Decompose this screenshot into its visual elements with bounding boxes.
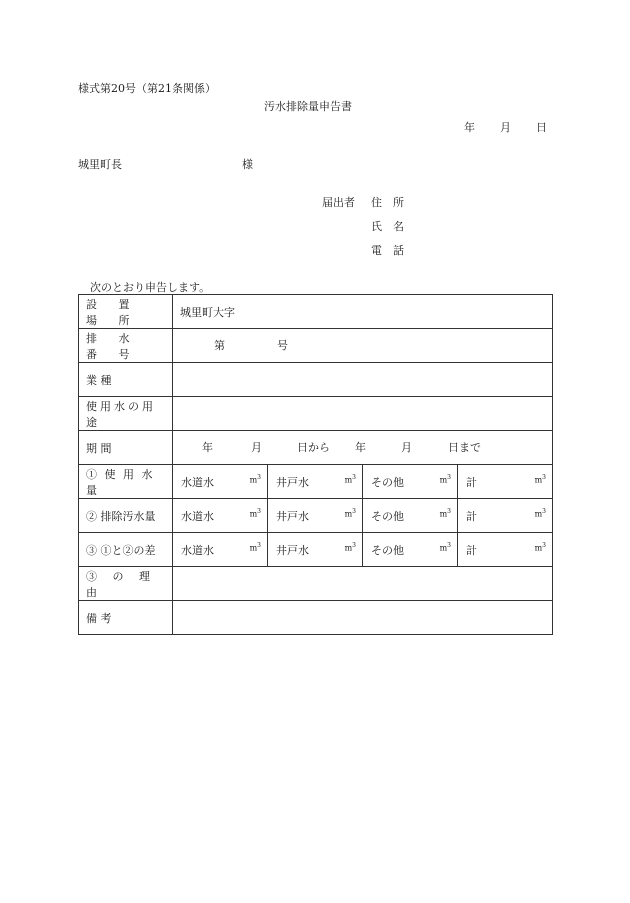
applicant-name-label: 氏 名: [371, 220, 404, 233]
row-sewage: [79, 499, 553, 533]
field-business[interactable]: [173, 363, 553, 397]
period-year2: 年: [355, 441, 366, 454]
field-sewage-other[interactable]: その他 $m^3$: [363, 499, 458, 533]
field-reason[interactable]: [173, 567, 553, 601]
row-usage: [79, 397, 553, 431]
form-number: 様式第20号（第21条関係）: [78, 82, 216, 95]
row-reason: [79, 567, 553, 601]
drain-go: 号: [277, 339, 288, 352]
field-period[interactable]: [173, 431, 553, 465]
row-period: [79, 431, 553, 465]
label-location-text: 設 置 場 所: [86, 297, 139, 327]
field-sewage-tap[interactable]: 水道水 $m^3$: [173, 499, 268, 533]
label-drain-number: 排 水 番 号: [79, 329, 173, 363]
field-difference-total[interactable]: 計 $m^3$: [458, 533, 553, 567]
field-difference-tap[interactable]: 水道水 $m^3$: [173, 533, 268, 567]
field-water-used-well[interactable]: 井戸水 $m^3$: [268, 465, 363, 499]
applicant-label: 届出者: [322, 196, 355, 209]
field-water-used-other[interactable]: その他 $m^3$: [363, 465, 458, 499]
field-water-used-tap[interactable]: 水道水 $m^3$: [173, 465, 268, 499]
field-location[interactable]: 城里町大字: [173, 295, 553, 329]
honorific: 様: [242, 158, 253, 171]
label-usage: 使用水の用途: [79, 397, 173, 431]
document-title: 汚水排除量申告書: [264, 100, 352, 113]
label-period: 期 間: [79, 431, 173, 465]
field-usage[interactable]: [173, 397, 553, 431]
row-difference: [79, 533, 553, 567]
period-until: 日まで: [448, 441, 481, 454]
row-business: [79, 363, 553, 397]
field-drain-number[interactable]: [173, 329, 553, 363]
label-remarks: 備 考: [79, 601, 173, 635]
label-reason: ③ の 理 由: [79, 567, 173, 601]
row-drain-number: [79, 329, 553, 363]
date-year-label: 年: [464, 121, 475, 134]
date-month-label: 月: [500, 121, 511, 134]
date-day-label: 日: [536, 121, 547, 134]
period-year1: 年: [202, 441, 213, 454]
addressee: 城里町長: [78, 158, 122, 171]
field-difference-well[interactable]: 井戸水 $m^3$: [268, 533, 363, 567]
field-difference-other[interactable]: その他 $m^3$: [363, 533, 458, 567]
applicant-address-label: 住 所: [371, 196, 404, 209]
label-business: 業 種: [79, 363, 173, 397]
period-from: 日から: [297, 441, 330, 454]
declaration-table: [78, 294, 553, 635]
field-remarks[interactable]: [173, 601, 553, 635]
label-location: [79, 295, 173, 329]
label-water-used: ① 使 用 水 量: [79, 465, 173, 499]
label-sewage: ② 排除汚水量: [79, 499, 173, 533]
intro-text: 次のとおり申告します。: [90, 281, 211, 294]
row-remarks: [79, 601, 553, 635]
field-water-used-total[interactable]: 計 $m^3$: [458, 465, 553, 499]
row-location: [79, 295, 553, 329]
field-sewage-well[interactable]: 井戸水 $m^3$: [268, 499, 363, 533]
label-difference: ③ ①と②の差: [79, 533, 173, 567]
drain-dai: 第: [214, 339, 225, 352]
period-month1: 月: [251, 441, 262, 454]
applicant-block: [322, 194, 422, 264]
row-water-used: [79, 465, 553, 499]
applicant-phone-label: 電 話: [371, 244, 404, 257]
field-sewage-total[interactable]: 計 $m^3$: [458, 499, 553, 533]
period-month2: 月: [401, 441, 412, 454]
